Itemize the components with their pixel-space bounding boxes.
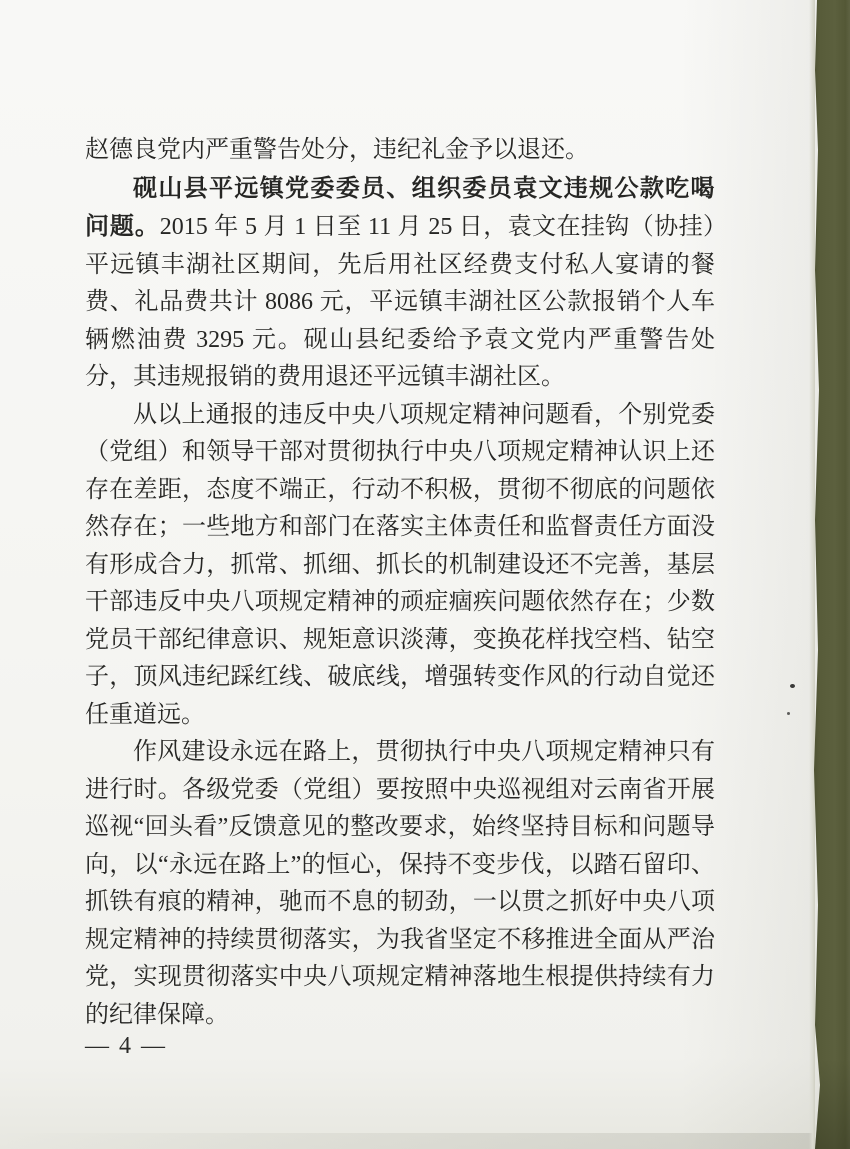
paragraph-violation-case — [85, 170, 715, 397]
paragraph-continuation — [85, 132, 715, 170]
paragraph-text: 赵德良党内严重警告处分，违纪礼金予以退还。 — [85, 137, 589, 163]
scan-speck — [787, 712, 790, 715]
scan-bottom-shadow — [0, 1133, 815, 1149]
scan-edge-band — [812, 0, 850, 1149]
paragraph-analysis: 从以上通报的违反中央八项规定精神问题看，个别党委（党组）和领导干部对贯彻执行中央八项规定精神认识上还存在差距，态度不端正，行动不积极，贯彻不彻底的问题依然存在；一些地方和部门在落实主体责任和监督责任方面没有形成合力，抓常、抓细、抓长的机制建设还不完善，基层干部违反中央八项规定精神的顽症痼疾问题依然存在；少数党员干部纪律意识、规矩意识淡薄，变换花样找空档、钻空子，顶风违纪踩红线、破底线，增强转变作风的行动自觉还任重道远。 — [85, 401, 715, 728]
document-body — [85, 132, 715, 1034]
paragraph-conclusion: 作风建设永远在路上，贯彻执行中央八项规定精神只有进行时。各级党委（党组）要按照中央巡视组对云南省开展巡视“回头看”反馈意见的整改要求，始终坚持目标和问题导向，以“永远在路上”的恒心，保持不变步伐，以踏石留印、抓铁有痕的精神，驰而不息的韧劲，一以贯之抓好中央八项规定精神的持续贯彻落实，为我省坚定不移推进全面从严治党，实现贯彻落实中央八项规定精神落地生根提供持续有力的纪律保障。 — [85, 739, 715, 1028]
paragraph-bold-lead: 砚山县平远镇党委委员、组织委员袁文违规公款吃喝问题。 — [85, 174, 715, 240]
page-number: — 4 — — [85, 1033, 167, 1059]
paragraph-text: 2015 年 5 月 1 日至 11 月 25 日，袁文在挂钩（协挂）平远镇丰湖社区期间，先后用社区经费支付私人宴请的餐费、礼品费共计 8086 元，平远镇丰湖社区公款报销个人车辆燃油费 3295 元。砚山县纪委给予袁文党内严重警告处分，其违规报销的费用退还平远镇丰湖社区。 — [85, 214, 715, 390]
paper-edge-highlight — [809, 0, 815, 1149]
scan-speck — [790, 684, 795, 688]
